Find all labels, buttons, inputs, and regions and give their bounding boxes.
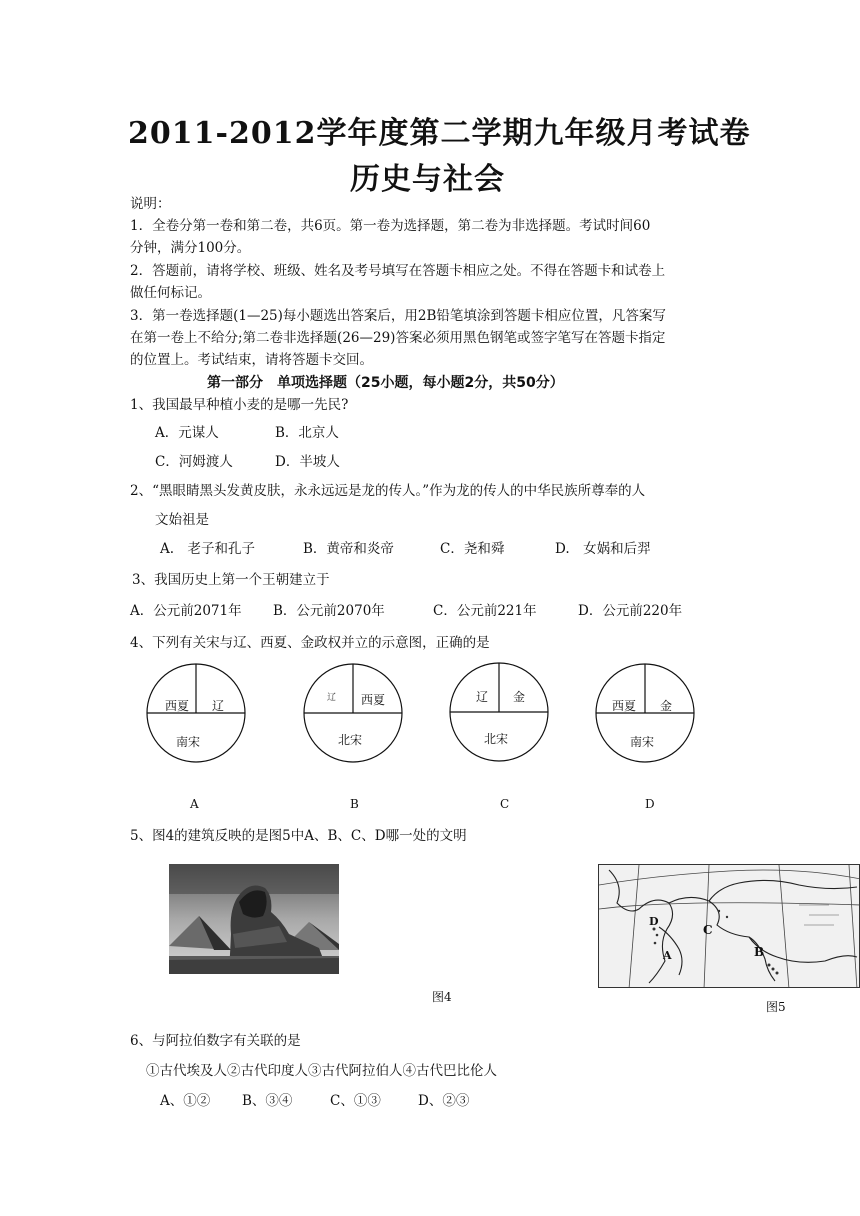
q3-option-a: A．公元前2071年 [130,603,242,619]
diagram-b [303,663,403,763]
diagram-c-bottom: 北宋 [484,732,509,746]
q1-option-c: C．河姆渡人 [155,454,233,470]
diagram-d-bottom: 南宋 [630,735,655,749]
q1-option-a: A．元谋人 [155,425,219,441]
section-heading: 第一部分 单项选择题（25小题，每小题2分，共50分） [207,375,564,391]
diagram-d-top-left: 西夏 [612,699,637,713]
q1-option-b: B．北京人 [275,425,339,441]
q6-stem: 6、与阿拉伯数字有关联的是 [130,1033,301,1049]
diagram-a-bottom: 南宋 [176,735,201,749]
diagram-d-letter: D [645,797,655,811]
q1-stem: 1、我国最早种植小麦的是哪一先民? [130,397,349,413]
diagram-a-top-left: 西夏 [165,699,190,713]
world-map [598,864,860,988]
instruction-3-line1: 3．第一卷选择题(1—25)每小题选出答案后，用2B铅笔填涂到答题卡相应位置，凡答案写 [130,308,666,324]
instructions-heading: 说明： [130,196,171,212]
diagram-c-top-left: 辽 [476,690,489,704]
q6-choices: ①古代埃及人②古代印度人③古代阿拉伯人④古代巴比伦人 [146,1063,497,1079]
q2-option-c: C．尧和舜 [440,541,505,557]
instruction-2-line2: 做任何标记。 [130,285,211,301]
map-label-d: D [649,915,659,928]
q6-option-b: B、③④ [242,1093,293,1109]
q1-option-d: D．半坡人 [275,454,340,470]
instruction-3-line3: 的位置上。考试结束，请将答题卡交回。 [130,352,373,368]
q2-option-a: A. 老子和孔子 [160,541,256,557]
diagram-c-letter: C [500,797,510,811]
sphinx-photo [169,864,339,974]
diagram-b-top-right: 西夏 [361,693,386,707]
q2-option-b: B．黄帝和炎帝 [303,541,394,557]
diagram-b-graphic [303,663,403,763]
diagram-a [146,663,246,763]
map-label-b: B [754,945,765,959]
diagram-b-top-left: 辽 [327,693,337,703]
q2-stem-line2: 文始祖是 [155,512,209,528]
exam-subject: 历史与社会 [350,162,505,197]
q3-stem: 3、我国历史上第一个王朝建立于 [132,572,330,588]
diagram-a-top-right: 辽 [212,699,225,713]
diagram-b-bottom: 北宋 [338,733,363,747]
diagram-d-top-right: 金 [660,699,673,713]
q3-option-d: D．公元前220年 [578,603,683,619]
diagram-c-top-right: 金 [513,690,526,704]
q2-option-d: D. 女娲和后羿 [555,541,651,557]
q5-stem: 5、图4的建筑反映的是图5中A、B、C、D哪一处的文明 [130,828,467,844]
instruction-1-line1: 1．全卷分第一卷和第二卷，共6页。第一卷为选择题，第二卷为非选择题。考试时间60 [130,218,651,234]
instruction-1-line2: 分钟，满分100分。 [130,240,251,256]
q3-option-c: C．公元前221年 [433,603,537,619]
map-label-a: A [663,949,672,962]
q4-stem: 4、下列有关宋与辽、西夏、金政权并立的示意图，正确的是 [130,635,490,651]
diagram-c-graphic [449,662,549,762]
instruction-3-line2: 在第一卷上不给分;第二卷非选择题(26—29)答案必须用黑色钢笔或签字笔写在答题卡指定 [130,330,666,346]
fig5-caption: 图5 [766,1000,786,1014]
q6-option-a: A、①② [160,1093,211,1109]
q2-stem-line1: 2、“黑眼睛黑头发黄皮肤，永永远远是龙的传人。”作为龙的传人的中华民族所尊奉的人 [130,483,646,499]
map-label-c: C [703,923,713,937]
diagram-a-letter: A [190,797,199,811]
exam-title: 2011-2012学年度第二学期九年级月考试卷 [128,116,751,151]
q3-option-b: B．公元前2070年 [273,603,385,619]
q6-option-c: C、①③ [330,1093,381,1109]
diagram-b-letter: B [350,797,359,811]
diagram-d [595,663,695,763]
fig4-caption: 图4 [432,990,452,1004]
diagram-c [449,662,549,762]
q6-option-d: D、②③ [418,1093,470,1109]
instruction-2-line1: 2．答题前，请将学校、班级、姓名及考号填写在答题卡相应之处。不得在答题卡和试卷上 [130,263,666,279]
